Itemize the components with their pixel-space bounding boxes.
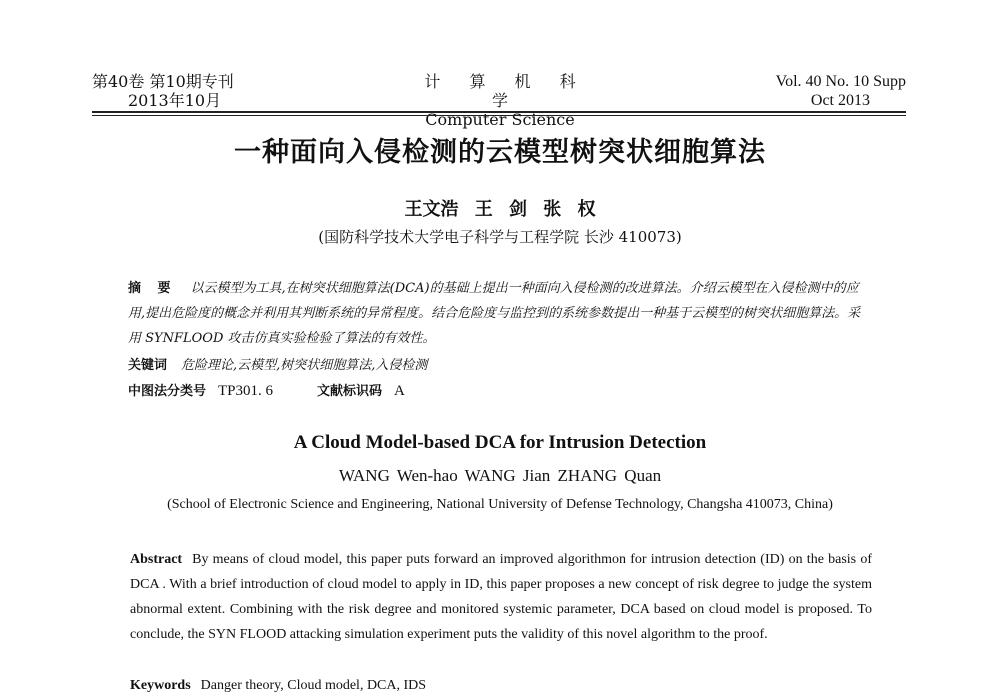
volume-issue-en: Vol. 40 No. 10 Supp xyxy=(775,73,906,90)
issue-date: 2013年10月 xyxy=(128,91,222,110)
journal-name xyxy=(400,72,600,129)
journal-name-zh: 计 算 机 科 学 xyxy=(424,72,588,110)
journal-issue-info xyxy=(92,72,234,110)
authors-zh: 王文浩 王 剑 张 权 xyxy=(404,199,596,220)
abstract-zh-label: 摘 要 xyxy=(128,281,177,296)
class-number-label: 中图法分类号 xyxy=(128,384,207,399)
affiliation-zh: (国防科学技术大学电子科学与工程学院 长沙 410073) xyxy=(318,228,682,246)
class-number-value: TP301. 6 xyxy=(218,383,274,399)
header-rule-thin xyxy=(92,115,906,116)
classification-zh xyxy=(128,380,449,400)
abstract-en xyxy=(130,547,872,647)
abstract-en-text: By means of cloud model, this paper puts forward an improved algorithmon for intrusion detection (ID) on the basis of DCA . With a brief introduction of cloud model to apply in ID, this paper proposes a new concept of risk degree to judge the system abnormal extent. Combining with the risk degree and monitored systemic parameter, DCA based on cloud model is proposed. To conclude, the SYN FLOOD attacking simulation experiment puts the validity of this novel algorithm to the proof. xyxy=(130,552,872,642)
paper-title-zh: 一种面向入侵检测的云模型树突状细胞算法 xyxy=(234,137,766,168)
abstract-en-label: Abstract xyxy=(130,552,183,567)
journal-name-en: Computer Science xyxy=(425,110,575,129)
authors-en: WANG Wen-hao WANG Jian ZHANG Quan xyxy=(338,466,662,485)
keywords-en xyxy=(130,673,426,698)
affiliation-en: (School of Electronic Science and Engineering, National University of Defense Technology, Changsha 410073, China) xyxy=(167,497,833,512)
doc-code-value: A xyxy=(394,383,405,399)
keywords-en-label: Keywords xyxy=(130,678,191,693)
paper-title-en: A Cloud Model-based DCA for Intrusion Detection xyxy=(293,432,707,453)
abstract-zh xyxy=(128,276,872,351)
keywords-zh-text: 危险理论,云模型,树突状细胞算法,入侵检测 xyxy=(181,358,428,373)
keywords-en-text: Danger theory, Cloud model, DCA, IDS xyxy=(200,678,427,693)
keywords-zh xyxy=(128,354,427,373)
doc-code-label: 文献标识码 xyxy=(317,384,383,399)
journal-issue-info-en xyxy=(776,72,906,110)
abstract-zh-text: 以云模型为工具,在树突状细胞算法(DCA)的基础上提出一种面向入侵检测的改进算法。介绍云模型在入侵检测中的应用,提出危险度的概念并利用其判断系统的异常程度。结合危险度与监控到的系统参数提出一种基于云模型的树突状细胞算法。采用 SYNFLOOD 攻击仿真实验检验了算法的有效性。 xyxy=(128,281,861,346)
header-rule xyxy=(92,111,906,113)
issue-date-en: Oct 2013 xyxy=(810,92,870,109)
volume-issue: 第40卷 第10期专刊 xyxy=(92,72,234,91)
keywords-zh-label: 关键词 xyxy=(128,358,168,373)
